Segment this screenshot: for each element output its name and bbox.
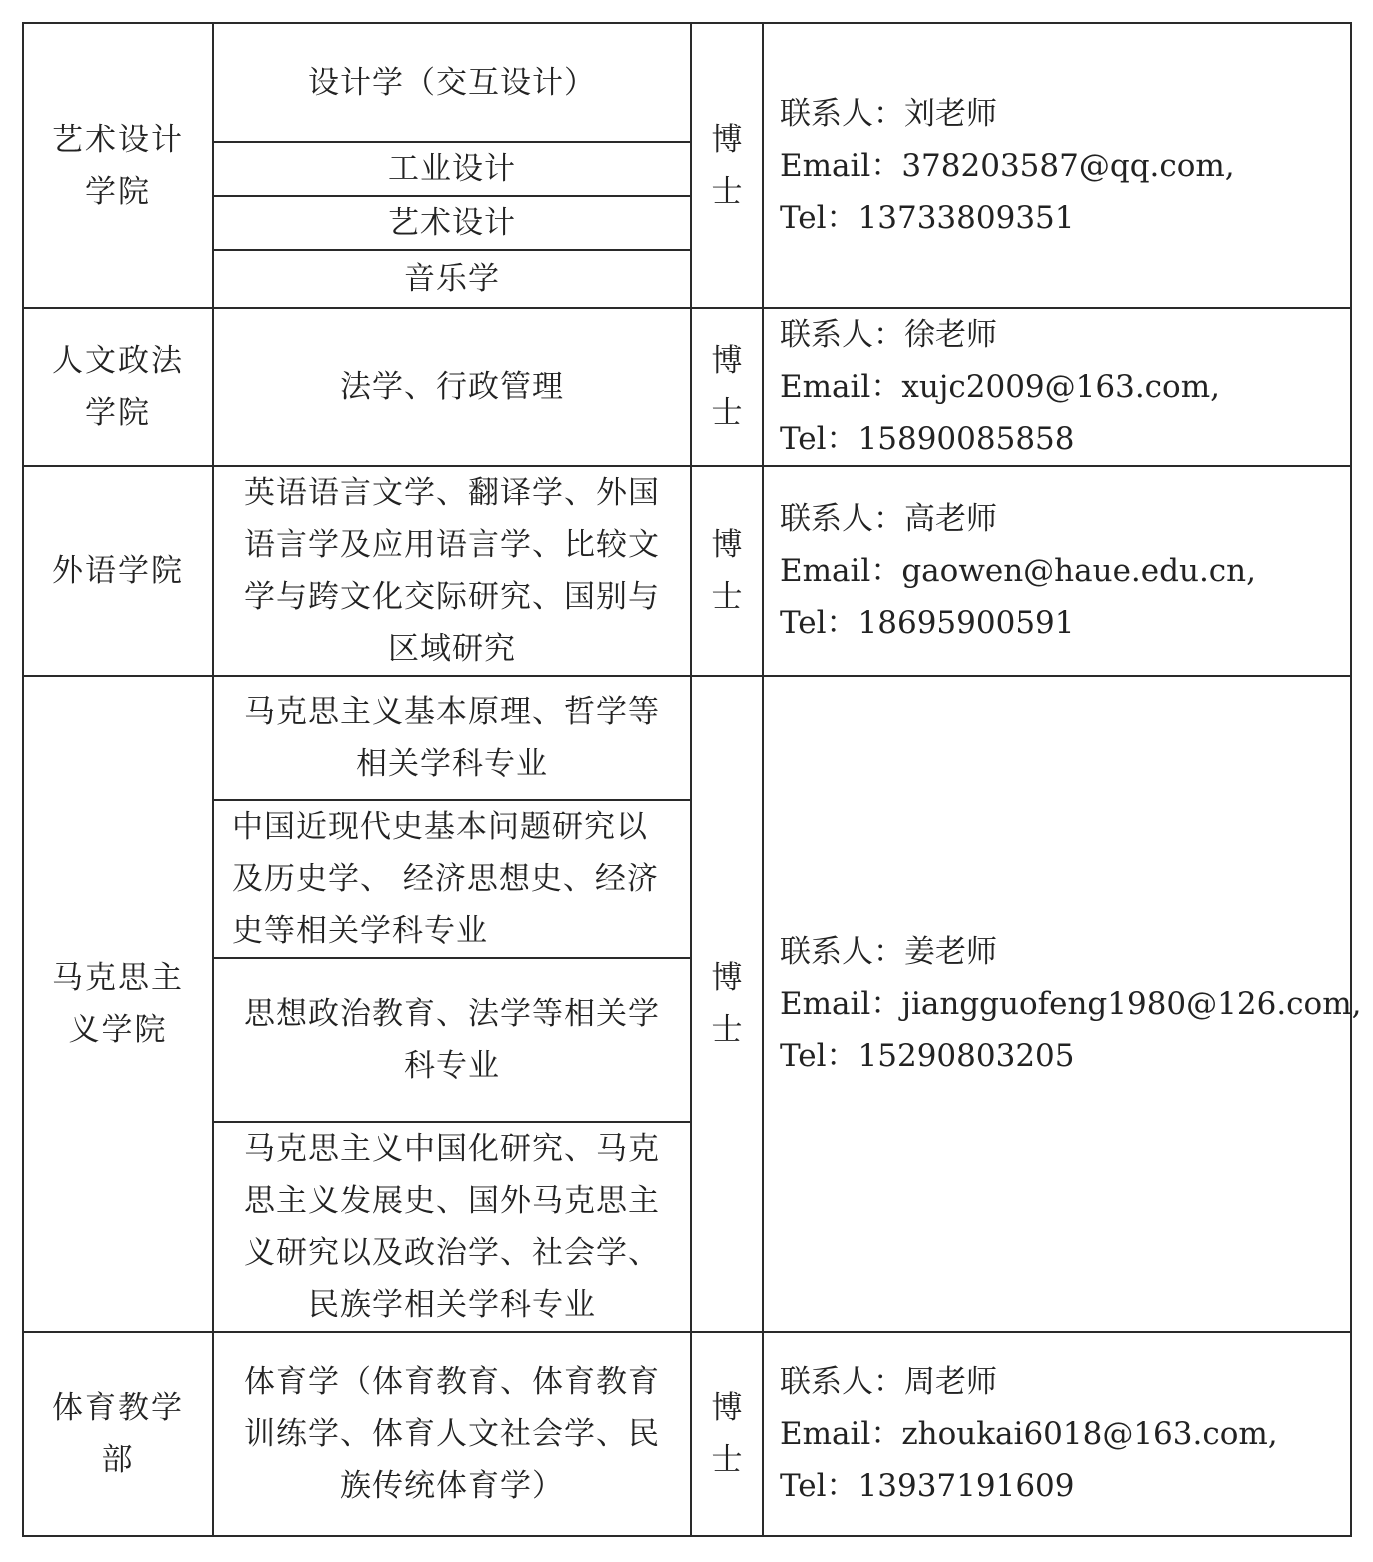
major-cell (213, 23, 691, 142)
table-row (23, 23, 1351, 142)
degree-cell (691, 308, 763, 466)
contact-cell (763, 1332, 1351, 1536)
degree-cell (691, 466, 763, 676)
contact-person: 联系人：高老师 (780, 501, 997, 537)
table-row (23, 676, 1351, 800)
degree-text: 博士 (711, 121, 743, 210)
contact-email[interactable]: Email：gaowen@haue.edu.cn, (780, 553, 1256, 589)
major-cell (213, 676, 691, 800)
recruitment-table (22, 22, 1362, 1537)
major-name: 英语语言文学、翻译学、外国语言学及应用语言学、比较文学与跨文化交际研究、国别与区域研究 (244, 475, 660, 667)
school-cell (23, 676, 213, 1332)
major-name: 中国近现代史基本问题研究以及历史学、 经济思想史、经济史等相关学科专业 (232, 809, 659, 949)
contact-tel: Tel：15890085858 (780, 421, 1075, 457)
major-name: 马克思主义中国化研究、马克思主义发展史、国外马克思主义研究以及政治学、社会学、民族学相关学科专业 (244, 1131, 660, 1323)
degree-text: 博士 (711, 343, 743, 431)
degree-text: 博士 (711, 1390, 743, 1478)
school-cell (23, 466, 213, 676)
major-name: 体育学（体育教育、体育教育训练学、体育人文社会学、民族传统体育学） (244, 1364, 660, 1504)
major-name: 马克思主义基本原理、哲学等相关学科专业 (244, 694, 660, 782)
contact-email[interactable]: Email：jiangguofeng1980@126.com, (780, 986, 1362, 1022)
recruitment-table-wrapper (22, 22, 1362, 1537)
major-name: 设计学（交互设计） (308, 64, 596, 101)
contact-person: 联系人：周老师 (780, 1364, 997, 1400)
degree-text: 博士 (711, 527, 743, 615)
major-cell (213, 1122, 691, 1332)
contact-email[interactable]: Email：xujc2009@163.com, (780, 369, 1220, 405)
school-name: 体育教学部 (52, 1390, 184, 1478)
contact-tel: Tel：18695900591 (780, 605, 1075, 641)
major-cell (213, 466, 691, 676)
major-name: 艺术设计 (388, 205, 516, 241)
table-row (23, 1332, 1351, 1536)
contact-person: 联系人：刘老师 (780, 95, 997, 132)
school-cell (23, 308, 213, 466)
contact-person: 联系人：姜老师 (780, 934, 997, 970)
contact-email[interactable]: Email：zhoukai6018@163.com, (780, 1416, 1278, 1452)
contact-person: 联系人：徐老师 (780, 317, 997, 353)
major-name: 思想政治教育、法学等相关学科专业 (244, 996, 660, 1084)
school-name: 外语学院 (52, 553, 184, 589)
major-name: 音乐学 (404, 261, 500, 297)
contact-tel: Tel：15290803205 (780, 1038, 1075, 1074)
school-name: 艺术设计学院 (52, 121, 184, 210)
contact-tel: Tel：13733809351 (780, 199, 1075, 236)
major-name: 工业设计 (388, 151, 516, 187)
degree-cell (691, 23, 763, 308)
table-row (23, 308, 1351, 466)
major-cell (213, 142, 691, 196)
contact-cell (763, 676, 1362, 1332)
major-name: 法学、行政管理 (340, 369, 564, 405)
degree-cell (691, 1332, 763, 1536)
contact-cell (763, 23, 1351, 308)
major-cell (213, 800, 691, 958)
school-name: 人文政法学院 (52, 343, 184, 431)
school-cell (23, 1332, 213, 1536)
major-cell (213, 196, 691, 250)
table-row (23, 466, 1351, 676)
contact-cell (763, 308, 1351, 466)
major-cell (213, 958, 691, 1122)
major-cell (213, 308, 691, 466)
contact-cell (763, 466, 1351, 676)
school-cell (23, 23, 213, 308)
school-name: 马克思主义学院 (52, 960, 184, 1048)
major-cell (213, 250, 691, 308)
degree-cell (691, 676, 763, 1332)
major-cell (213, 1332, 691, 1536)
degree-text: 博士 (711, 960, 743, 1048)
contact-email[interactable]: Email：378203587@qq.com, (780, 147, 1235, 184)
contact-tel: Tel：13937191609 (780, 1468, 1075, 1504)
